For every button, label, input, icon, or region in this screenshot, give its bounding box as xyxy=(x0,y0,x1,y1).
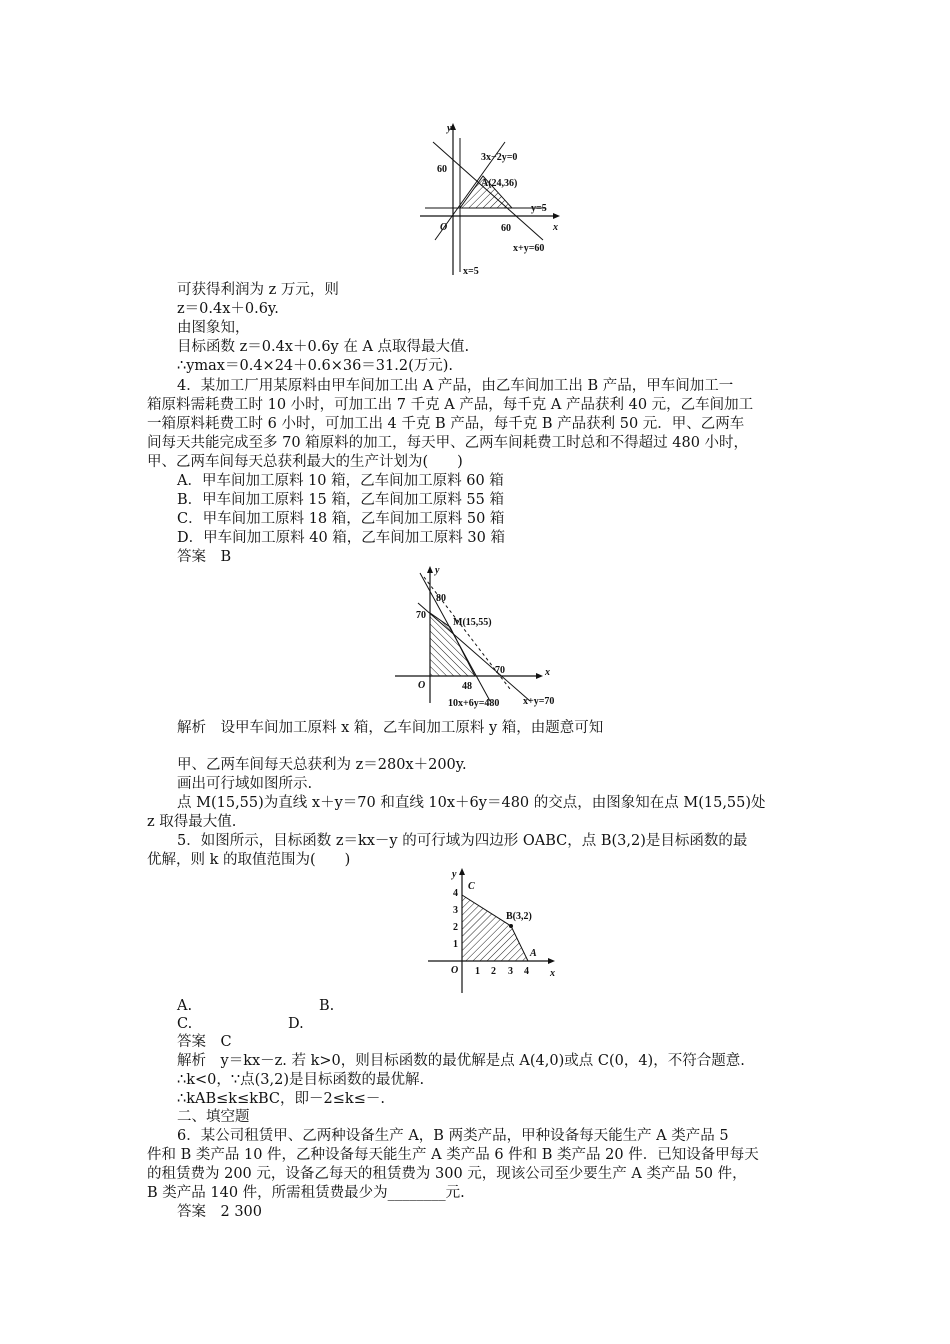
solution-4-text: 画出可行域如图所示. xyxy=(177,776,313,792)
label-x-plus-y: x+y=60 xyxy=(513,243,545,254)
solution-4-text: 甲、乙两车间每天总获利为 z＝280x＋200y. xyxy=(177,757,467,773)
label-y5: y=5 xyxy=(531,203,547,214)
label-x-plus-y: x+y=70 xyxy=(523,696,555,707)
axis-x-label: x xyxy=(550,968,555,979)
text-line: 目标函数 z＝0.4x＋0.6y 在 A 点取得最大值. xyxy=(177,339,470,355)
axis-y-label: y xyxy=(452,869,457,880)
label-point-c: C xyxy=(468,881,475,892)
solution-4-text: 点 M(15,55)为直线 x＋y＝70 和直线 10x＋6y＝480 的交点，由图象知在点 M(15,55)处 xyxy=(177,795,766,811)
tick-48: 48 xyxy=(462,681,472,692)
option-a: A．甲车间加工原料 10 箱，乙车间加工原料 60 箱 xyxy=(177,473,504,489)
question-5-text: 5．如图所示，目标函数 z＝kx－y 的可行域为四边形 OABC，点 B(3,2)是目标函数的最 xyxy=(177,833,748,849)
tick-70-y: 70 xyxy=(416,610,426,621)
solution-5-text: 解析 y＝kx－z. 若 k>0，则目标函数的最优解是点 A(4,0)或点 C(0，4)，不符合题意. xyxy=(177,1053,745,1069)
origin-label: O xyxy=(451,965,459,976)
question-5-text: 优解，则 k 的取值范围为( ) xyxy=(147,852,351,868)
label-point-m: M(15,55) xyxy=(453,617,492,628)
region-oabc xyxy=(462,895,528,961)
solution-5-text: ∴kAB≤k≤kBC，即－2≤k≤－. xyxy=(177,1091,385,1107)
origin-label: O xyxy=(418,680,426,691)
question-4-text: 4．某加工厂用某原料由甲车间加工出 A 产品，由乙车间加工出 B 产品，甲车间加工一 xyxy=(177,378,734,394)
option-d: D．甲车间加工原料 40 箱，乙车间加工原料 30 箱 xyxy=(177,530,505,546)
origin-label: O xyxy=(440,222,448,233)
y-tick: 4 xyxy=(453,888,458,899)
question-4-text: 箱原料需耗费工时 10 小时，可加工出 7 千克 A 产品，每千克 A 产品获利 40 元，乙车间加工 xyxy=(147,397,754,413)
tick-60-x: 60 xyxy=(501,223,511,234)
option-b: B．甲车间加工原料 15 箱，乙车间加工原料 55 箱 xyxy=(177,492,504,508)
figure-2-feasible-region xyxy=(390,563,580,713)
question-4-text: 一箱原料耗费工时 6 小时，可加工出 4 千克 B 产品，每千克 B 产品获利 50 元．甲、乙两车 xyxy=(147,416,745,432)
label-point-b: B(3,2) xyxy=(506,911,532,922)
x-tick: 3 xyxy=(508,966,513,977)
axis-y-label: y xyxy=(435,565,440,576)
solution-5-text: ∴k<0，∵点(3,2)是目标函数的最优解. xyxy=(177,1072,425,1088)
x-tick: 1 xyxy=(475,966,480,977)
figure-1-feasible-region xyxy=(415,120,565,280)
tick-70-x: 70 xyxy=(495,665,505,676)
y-tick: 2 xyxy=(453,922,458,933)
text-line: ∴ymax＝0.4×24＋0.6×36＝31.2(万元). xyxy=(177,358,454,374)
option-d: D. xyxy=(288,1016,304,1032)
solution-4-text: 解析 设甲车间加工原料 x 箱，乙车间加工原料 y 箱，由题意可知 xyxy=(177,720,604,736)
label-10x-6y: 10x+6y=480 xyxy=(448,698,500,709)
tick-60-y: 60 xyxy=(437,164,447,175)
label-point-a: A(24,36) xyxy=(481,178,518,189)
answer-6: 答案 2 300 xyxy=(177,1204,263,1220)
point-b-dot xyxy=(509,924,513,928)
text-line: z＝0.4x＋0.6y. xyxy=(177,301,279,317)
option-c: C. xyxy=(177,1016,193,1032)
question-4-text: 甲、乙两车间每天总获利最大的生产计划为( ) xyxy=(147,454,463,470)
axis-x-label: x xyxy=(553,222,558,233)
question-4-text: 间每天共能完成至多 70 箱原料的加工，每天甲、乙两车间耗费工时总和不得超过 480 小时， xyxy=(147,435,749,451)
x-tick: 2 xyxy=(491,966,496,977)
label-3x-2y: 3x−2y=0 xyxy=(481,152,518,163)
y-tick: 1 xyxy=(453,939,458,950)
text-line: 可获得利润为 z 万元，则 xyxy=(177,282,339,298)
label-x5: x=5 xyxy=(463,266,479,277)
figure-3-feasible-region xyxy=(420,865,565,997)
question-6-text: 件和 B 类产品 10 件，乙种设备每天能生产 A 类产品 6 件和 B 类产品 20 件．已知设备甲每天 xyxy=(147,1147,759,1163)
text-line: 由图象知， xyxy=(177,320,250,336)
x-tick: 4 xyxy=(524,966,529,977)
y-tick: 3 xyxy=(453,905,458,916)
question-6-text: 6．某公司租赁甲、乙两种设备生产 A，B 两类产品，甲种设备每天能生产 A 类产品 5 xyxy=(177,1128,729,1144)
option-c: C．甲车间加工原料 18 箱，乙车间加工原料 50 箱 xyxy=(177,511,505,527)
option-a: A. xyxy=(177,998,193,1014)
question-6-text: B 类产品 140 件，所需租赁费最少为________元. xyxy=(147,1185,465,1201)
question-6-text: 的租赁费为 200 元，设备乙每天的租赁费为 300 元，现该公司至少要生产 A 类产品 50 件， xyxy=(147,1166,747,1182)
answer-4: 答案 B xyxy=(177,549,232,565)
axis-y-label: y xyxy=(447,123,452,134)
option-b: B. xyxy=(319,998,335,1014)
answer-5: 答案 C xyxy=(177,1034,232,1050)
section-title: 二、填空题 xyxy=(177,1109,250,1125)
axis-x-label: x xyxy=(545,667,550,678)
solution-4-text: z 取得最大值. xyxy=(147,814,237,830)
tick-80: 80 xyxy=(436,593,446,604)
label-point-a: A xyxy=(530,948,537,959)
